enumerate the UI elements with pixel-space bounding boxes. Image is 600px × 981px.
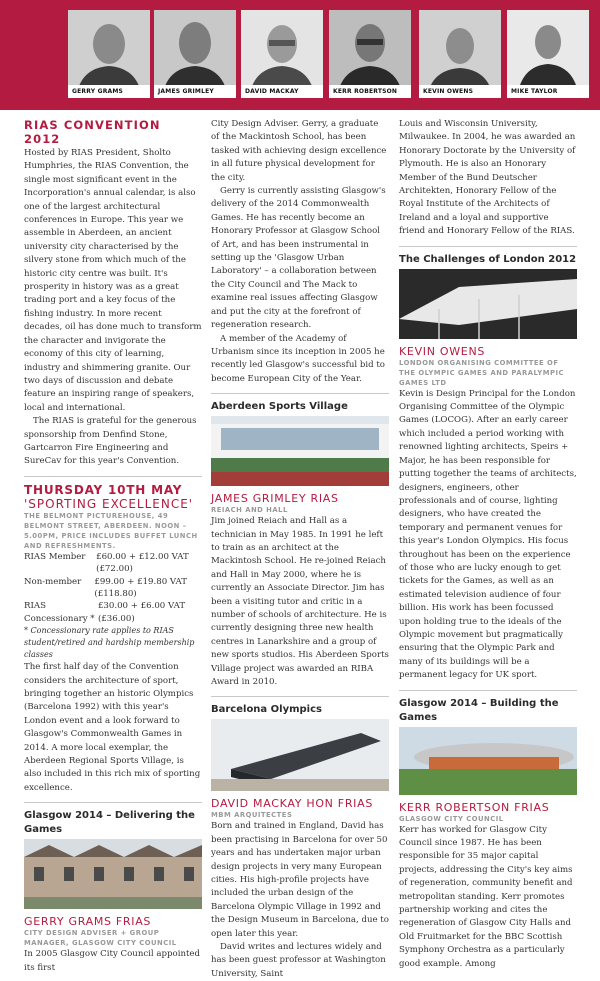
divider <box>211 393 389 394</box>
speaker-role: LONDON ORGANISING COMMITTEE OF THE OLYMPIC GAMES AND PARALYMPIC GAMES LTD <box>399 358 564 387</box>
speaker-name: GERRY GRAMS FRIAS <box>24 915 152 929</box>
portrait-kerr-robertson <box>329 10 411 98</box>
concession-note: * Concessionary rate applies to RIAS student/retired and hardship membership classes <box>24 626 195 660</box>
speaker-role: GLASGOW CITY COUNCIL <box>399 814 504 823</box>
convention-title: RIAS CONVENTION 2012 <box>24 118 161 146</box>
speaker-name: DAVID MACKAY HON FRIAS <box>211 797 374 811</box>
section-title: Aberdeen Sports Village <box>211 401 348 413</box>
price-row <box>24 551 202 576</box>
session-paragraph: The first half day of the Convention considers the architecture of sport, bringing together an historic Olympics (Barcelona 1992) with this year's London event and a look forward to Glasgow's Commonwealth Games in 2014. A more local exemplar, the Aberdeen Regional Sports Village, is also included in this rich mix of sporting excellence. <box>24 662 201 793</box>
section-title: The Challenges of London 2012 <box>399 253 577 265</box>
price-list <box>24 551 202 625</box>
price-value: £99.00 + £19.80 VAT (£118.80) <box>94 576 188 599</box>
photo-glasgow-arena <box>399 727 577 795</box>
building-image <box>399 269 577 339</box>
portrait-caption: GERRY GRAMS <box>68 85 150 98</box>
section-title: Glasgow 2014 – Building the Games <box>399 697 559 723</box>
price-row <box>24 576 202 601</box>
speaker-bio: In 2005 Glasgow City Council appointed its first <box>24 949 201 973</box>
portrait-gerry-grams <box>68 10 150 98</box>
photo-aberdeen-sports-village <box>211 416 389 486</box>
portrait-caption: KEVIN OWENS <box>419 85 501 98</box>
divider <box>399 246 577 247</box>
portrait-caption: MIKE TAYLOR <box>507 85 589 98</box>
speaker-bio: Kevin is Design Principal for the London Organising Committee of the Olympic Games (LOCOG). After an early career which included a period working with renowned lighting architects, Speirs + Major, he has been responsible for putting together the teams of architects, designers, engineers, other professionals and of course, lighting designers, who have created the temporary and permanent venues for this year's London Olympics. His focus throughout has been on the experience of those who are lucky enough to get tickets for the Games, as well as an estimated television audience of four billion. His work has been focussed upon holding true to the ideals of the Olympic movement but pragmatically ensuring that the Olympic Park and many of its buildings will be a permanent legacy for UK sport. <box>399 388 577 681</box>
speaker-bio: Born and trained in England, David has been practising in Barcelona for over 50 years and has undertaken major urban design projects in very many European cities. His high-profile projects have included the urban design of the Barcelona Olympic Village in 1992 and the Design Museum in Barcelona, due to open later this year. <box>211 821 389 939</box>
portrait-caption: DAVID MACKAY <box>241 85 323 98</box>
section-title: Glasgow 2014 – Delivering the Games <box>24 810 195 836</box>
column-middle <box>211 118 389 981</box>
price-value: £60.00 + £12.00 VAT (£72.00) <box>96 551 189 575</box>
speaker-bio: David writes and lectures widely and has been guest professor at Washington University, Saint <box>211 942 386 979</box>
speaker-role: REIACH AND HALL <box>211 506 288 515</box>
bio-paragraph: A member of the Academy of Urbanism since its inception in 2005 he recently led Glasgow's successful bid to become European City of the Year. <box>211 333 385 384</box>
venue-details: THE BELMONT PICTUREHOUSE, 49 BELMONT STREET, ABERDEEN. NOON – 5.00PM, PRICE INCLUDES BUFFET LUNCH AND REFRESHMENTS. <box>24 511 198 550</box>
building-image <box>211 416 389 486</box>
portrait-kevin-owens <box>419 10 501 98</box>
photo-london-venue <box>399 269 577 339</box>
speaker-name: KERR ROBERTSON FRIAS <box>399 800 550 814</box>
price-label: RIAS Member <box>24 551 86 562</box>
speaker-name: KEVIN OWENS <box>399 344 486 358</box>
price-label: Non-member <box>24 576 82 587</box>
speaker-role: CITY DESIGN ADVISER + GROUP MANAGER, GLASGOW CITY COUNCIL <box>24 929 177 948</box>
session-title: 'SPORTING EXCELLENCE' <box>24 496 194 511</box>
price-value: £30.00 + £6.00 VAT (£36.00) <box>97 601 186 624</box>
photo-glasgow-housing <box>24 839 202 909</box>
section-title: Barcelona Olympics <box>211 704 322 716</box>
sponsor-paragraph: The RIAS is grateful for the generous sponsorship from Denfind Stone, Gartcarron Fire Engineering and SureCav for this year's Convention. <box>24 416 197 467</box>
portrait-james-grimley <box>154 10 236 98</box>
divider <box>24 802 202 803</box>
divider <box>24 476 202 477</box>
speaker-bio: Kerr has worked for Glasgow City Council since 1987. He has been responsible for 35 major capital projects, addressing the City's key aims of regeneration, community benefit and metropolitan standing. Kerr promotes partnership working and cites the regeneration of Glasgow City Halls and Old Fruitmarket for the BBC Scottish Symphony Orchestra as a particularly good example. Among <box>399 824 573 969</box>
column-right <box>399 118 577 971</box>
speaker-role: MBM ARQUITECTES <box>211 811 293 820</box>
portrait-caption: JAMES GRIMLEY <box>154 85 236 98</box>
photo-barcelona-building <box>211 719 389 791</box>
speaker-bio: Jim joined Reiach and Hall as a technician in May 1985. In 1991 he left to train as an architect at the Mackintosh School. He re-joined Reiach and Hall in May 2000, where he is currently an Associate Director. Jim has been a visiting tutor and critic in a number of schools of architecture. He is currently designing three new health centres in Lanarkshire and a group of new sports studios. His Aberdeen Sports Village project was awarded an RIBA Award in 2010. <box>211 516 389 687</box>
intro-paragraph: Hosted by RIAS President, Sholto Humphries, the RIAS Convention, the single most significant event in the Incorporation's annual calendar, is also one of the largest architectural conferences in Europe. This year we assemble in Aberdeen, an ancient university city characterised by the silvery stone from which much of the historic city centre was built. It's prosperity in history was as a great trading port and a key focus of the fishing industry. In more recent decades, oil has done much to transform the character and invigorate the economy of this city of learning, industry and shimmering granite. Our two days of discussion and debate feature an inspiring range of speakers, local and international. <box>24 148 202 413</box>
building-image <box>24 839 202 909</box>
portrait-caption: KERR ROBERTSON <box>329 85 411 98</box>
bio-paragraph: Gerry is currently assisting Glasgow's delivery of the 2014 Commonwealth Games. He has recently become an Honorary Professor at Glasgow School of Art, and has been instrumental in setting up the 'Glasgow Urban Laboratory' – a collaboration between the City Council and The Mack to examine real issues affecting Glasgow and put the city at the forefront of regeneration research. <box>211 186 386 331</box>
building-image <box>399 727 577 795</box>
divider <box>399 690 577 691</box>
bio-paragraph: Louis and Wisconsin University, Milwaukee. In 2004, he was awarded an Honorary Doctorate by the University of Plymouth. He is also an Honorary Member of the Bund Deutscher Architekten, Honorary Fellow of the Royal Institute of the Architects of Ireland and a loyal and supportive friend and Honorary Fellow of the RIAS. <box>399 119 576 237</box>
divider <box>211 696 389 697</box>
header-banner <box>0 0 600 110</box>
price-label: RIAS Concessionary * <box>24 601 95 624</box>
column-left <box>24 118 202 975</box>
price-row <box>24 600 202 625</box>
portrait-david-mackay <box>241 10 323 98</box>
bio-paragraph: City Design Adviser. Gerry, a graduate of the Mackintosh School, has been tasked with achieving design excellence in all future physical development for the city. <box>211 119 387 183</box>
portrait-mike-taylor <box>507 10 589 98</box>
building-image <box>211 719 389 791</box>
day-heading: THURSDAY 10TH MAY <box>24 482 183 497</box>
speaker-name: JAMES GRIMLEY RIAS <box>211 492 339 506</box>
